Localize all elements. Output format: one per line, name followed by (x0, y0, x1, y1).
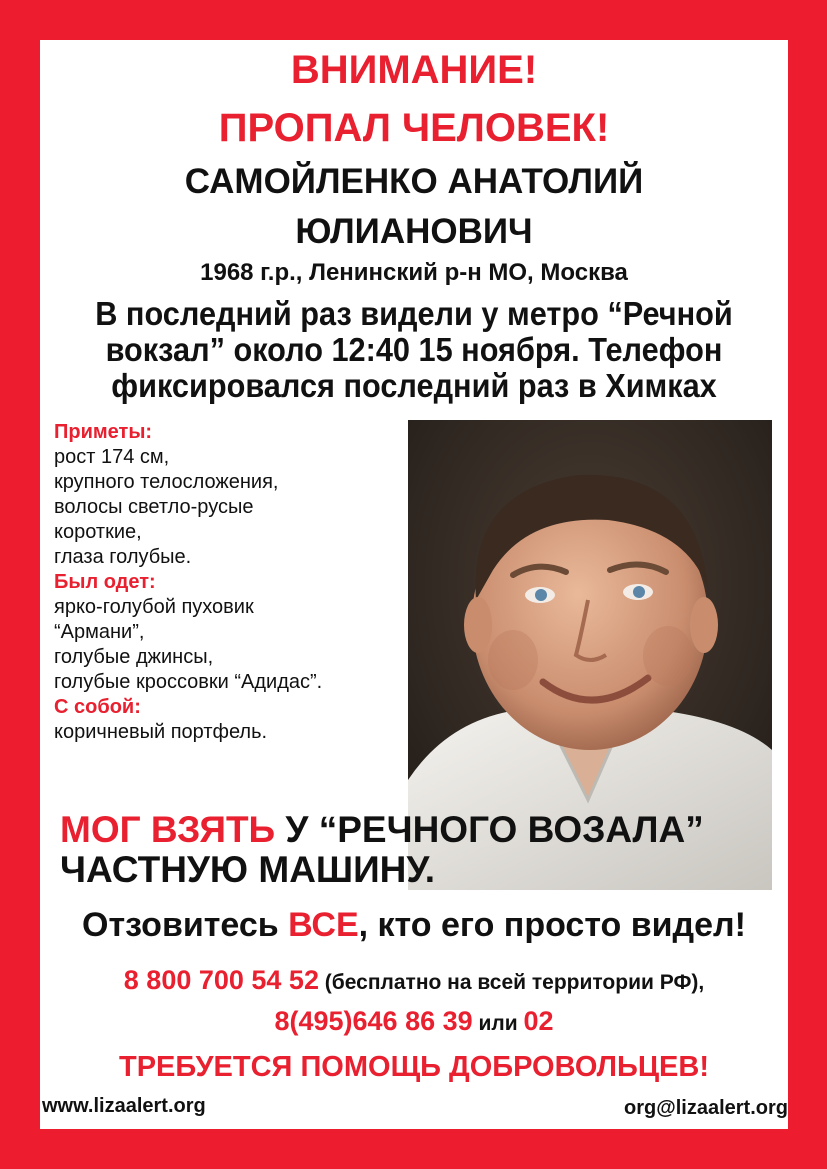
description-block (54, 420, 399, 745)
sign-item: крупного телосложения, (54, 471, 279, 493)
appeal-text (40, 906, 788, 945)
missing-heading: ПРОПАЛ ЧЕЛОВЕК! (218, 106, 610, 150)
phone-or: или (472, 1012, 524, 1035)
possible-car-note (60, 810, 704, 890)
sign-item: глаза голубые. (54, 546, 192, 568)
signs-label: Приметы: (54, 421, 153, 443)
appeal-after: , кто его просто видел! (358, 906, 746, 944)
note-rest-line1: У “РЕЧНОГО ВОЗАЛА” (275, 809, 704, 850)
moscow-phone[interactable]: 8(495)646 86 39 (274, 1006, 473, 1036)
appeal-before: Отзовитесь (82, 906, 289, 944)
sign-item: короткие, (54, 521, 142, 543)
last-seen-line1: В последний раз видели у метро “Речной (95, 295, 733, 332)
hotline-note: (бесплатно на всей территории РФ), (318, 971, 705, 994)
last-seen-line2: вокзал” около 12:40 15 ноября. Телефон (105, 331, 723, 368)
birth-location-info: 1968 г.р., Ленинский р-н МО, Москва (200, 259, 628, 286)
with-item: коричневый портфель. (54, 721, 268, 743)
person-name-line2: ЮЛИАНОВИЧ (295, 212, 533, 251)
person-name-line1: САМОЙЛЕНКО АНАТОЛИЙ (184, 162, 644, 201)
note-line2: ЧАСТНУЮ МАШИНУ. (60, 849, 436, 890)
with-label: С собой: (54, 696, 141, 718)
poster-sheet (40, 40, 788, 1129)
phone-line1 (40, 965, 788, 996)
last-seen-line3: фиксировался последний раз в Химках (111, 367, 717, 404)
phone-line2 (40, 1006, 788, 1037)
hotline-phone[interactable]: 8 800 700 54 52 (123, 965, 319, 995)
website-link[interactable]: www.lizaalert.org (42, 1095, 206, 1117)
sign-item: рост 174 см, (54, 446, 170, 468)
volunteers-needed: ТРЕБУЕТСЯ ПОМОЩЬ ДОБРОВОЛЬЦЕВ! (119, 1051, 709, 1083)
clothes-label: Был одет: (54, 571, 156, 593)
sign-item: волосы светло-русые (54, 496, 254, 518)
clothes-item: ярко-голубой пуховик (54, 596, 254, 618)
last-seen-block (40, 296, 788, 404)
email-link[interactable]: org@lizaalert.org (624, 1097, 788, 1119)
clothes-item: голубые кроссовки “Адидас”. (54, 671, 323, 693)
attention-heading: ВНИМАНИЕ! (290, 48, 538, 92)
clothes-item: голубые джинсы, (54, 646, 214, 668)
appeal-highlight: ВСЕ (288, 906, 359, 944)
police-phone[interactable]: 02 (523, 1006, 554, 1036)
note-red-part: МОГ ВЗЯТЬ (60, 809, 276, 850)
clothes-item: “Армани”, (54, 621, 145, 643)
